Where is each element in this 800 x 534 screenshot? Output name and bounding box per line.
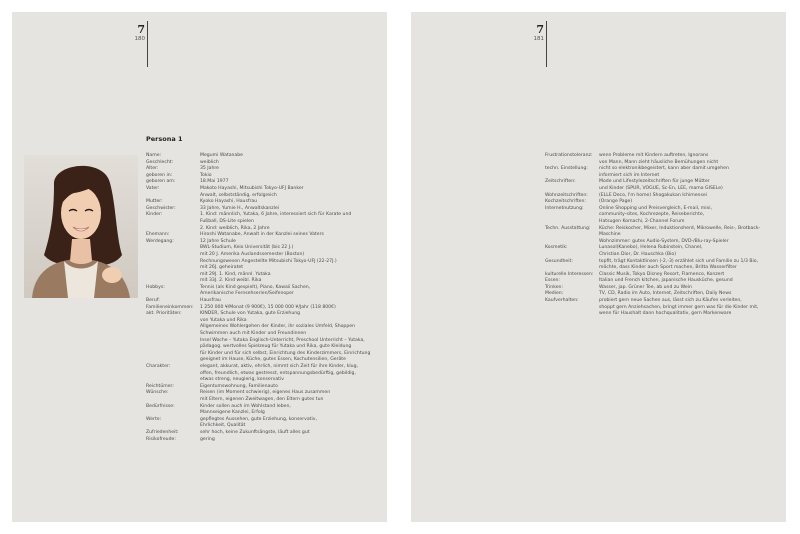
detail-value: (ELLE Deco, I'm home) Shogakukan Ichimensei xyxy=(599,192,707,198)
detail-row xyxy=(545,206,777,226)
detail-row xyxy=(545,179,777,192)
detail-row xyxy=(146,160,378,167)
detail-label: Zufriedenheit: xyxy=(146,429,179,435)
persona-details-continued xyxy=(545,153,777,318)
detail-value: nicht so elektronikbegeistert, kann aber damit umgehen informiert sich im Internet xyxy=(599,166,729,178)
detail-value: Eigentumswohnung, Familienauto xyxy=(200,383,278,389)
right-page xyxy=(411,12,786,522)
detail-label: Name: xyxy=(146,153,162,158)
detail-row xyxy=(146,404,378,417)
detail-label: Vater: xyxy=(146,185,160,191)
detail-value: 12 Jahre Schule BWL-Studium, Keio Universität (bis 22 J.) mit 20 J. Amerika Auslandssemester (Boston) Rechnungswesen Angestellte Mitsubishi Tokyo-UFJ (22-27J.) mit 26J. geheiratet mit 29J. 1. Kind, männl. Yutaka mit 33J. 2. Kind weibl. Rika xyxy=(200,238,337,284)
detail-label: Mutter: xyxy=(146,199,163,205)
detail-value: sehr hoch, keine Zukunftsängste, läuft alles gut xyxy=(200,429,310,435)
detail-value: elegant, akkurat, aktiv, ehrlich, nimmt sich Zeit für ihre Kinder, klug, offen, freundlich, etwas gestresst, entspannungsbedürftig, gebildig, etwas streng, neugierig, konservativ xyxy=(200,364,358,383)
detail-value: Kyoko Hayashi, Hausfrau xyxy=(200,199,258,205)
detail-label: Reichtümer: xyxy=(146,383,174,389)
detail-row xyxy=(146,166,378,173)
detail-value: gering xyxy=(200,436,215,442)
detail-label: Ehemann: xyxy=(146,232,170,238)
detail-label: Kosmetik: xyxy=(545,245,568,251)
detail-label: Geschlecht: xyxy=(146,159,174,165)
folio-divider xyxy=(147,21,148,67)
detail-value: Hausfrau xyxy=(200,298,221,304)
detail-value: TV, CD, Radio im Auto, Internet, Zeitschriften, Daily News xyxy=(599,291,732,297)
detail-row xyxy=(545,259,777,272)
detail-row xyxy=(146,173,378,180)
detail-value: Reisen (im Moment schwierig), eigenes Haus zusammen mit Eltern, eigenen Zweitwagen, den Eltern gutes tun xyxy=(200,390,331,402)
detail-row xyxy=(545,245,777,258)
detail-row xyxy=(146,298,378,305)
detail-value: Mode und Lifestylezeitschriften für junge Mütter und Kinder (SPUR, VOGUE, Sc-En, LEE, mama GISELe) xyxy=(599,179,723,191)
detail-label: Risikofreude: xyxy=(146,436,176,442)
left-page xyxy=(12,12,387,522)
detail-row xyxy=(545,278,777,285)
detail-value: 1 250 000 ¥/Monat (9 900€), 15 000 000 ¥/Jahr (118 800€) xyxy=(200,304,336,310)
detail-value: Lunasol(Kanebo), Helena Rubinstein, Chanel, Christian Dior, Dr. Hauschka (Bio) xyxy=(599,245,703,257)
persona-title: Persona 1 xyxy=(146,135,183,143)
detail-value: probiert gern neue Sachen aus, lässt sich zu Käufen verleiten, shoppt gern Anziehsachen, bringt immer gern was für die Kinder mit, wenn für Haushalt dann hochqualitativ, gern Markenware xyxy=(599,298,759,317)
left-folio xyxy=(129,24,145,43)
detail-row xyxy=(146,186,378,199)
detail-label: Hobbys: xyxy=(146,284,165,290)
detail-value: Online Shopping und Preisvergleich, E-mail, mixi, community-sites, Kochrezepte, Reiseberichte, Hatsugen Komachi, 2-Channel Forum xyxy=(599,205,713,224)
detail-row xyxy=(545,199,777,206)
detail-value: Makoto Hayashi, Mitsubishi Tokyo-UFJ Banker Anwalt, selbstständig, erfolgreich xyxy=(200,185,304,198)
detail-row xyxy=(146,437,378,444)
detail-label: geboren am: xyxy=(146,179,176,185)
detail-row xyxy=(545,166,777,179)
detail-row xyxy=(146,311,378,364)
detail-label: Bedürfnisse: xyxy=(146,403,175,409)
detail-label: Frustrationstoleranz: xyxy=(545,153,593,158)
detail-value: Classic Musik, Tokyo Disney Resort, Flamenco, Konzert xyxy=(599,271,725,277)
detail-value: KINDER, Schule von Yutaka, gute Erziehung von Yutaka und Rika Allgemeines Wohlergehen der Kinder, ihr soziales Umfeld, Shoppen Schwimmen auch mit Kinder und Freundinnen Insel Woche – Yutaka Englisch-Unterricht, Preschool Unterricht – Yutaka, pädagog. wertvolles Spielzeug für Yutaka und Rika, gute Kleidung für Kinder und für sich selbst, Einrichtung des Kinderzimmers, Einrichtung geeignet im Hause, Küche, gutes Essen, Kochutensilien, Geräte xyxy=(200,311,371,363)
chapter-number: 7 xyxy=(137,23,145,36)
folio-divider xyxy=(546,21,547,67)
detail-label: Trinken: xyxy=(545,284,563,290)
detail-value: gepflegtes Aussehen, gute Erziehung, konservativ, Ehrlichkeit, Qualität xyxy=(200,416,317,429)
detail-value: topfit, trägt Kontaktlinsen (-2,-3) erzählet sich und Familie zu 1/3 Bio, möchte, dass Kinder auch Sport machen, Britta Wasserfilter xyxy=(599,258,759,271)
detail-label: kulturelle Interessen: xyxy=(545,271,594,277)
detail-label: Essen: xyxy=(545,278,560,284)
detail-row xyxy=(146,390,378,403)
detail-label: geboren in: xyxy=(146,172,173,178)
detail-label: Charakter: xyxy=(146,364,171,369)
detail-value: Wasser, jap. Grüner Tee, ab und zu Wein xyxy=(599,284,692,290)
detail-value: Küche: Reiskocher, Mixer, Induktionsherd, Mikrowelle, Reis-, Brotback- Maschine Wohnzimmer: gutes Audio-System, DVD-/Blu-ray-Spieler xyxy=(599,225,761,244)
detail-label: Zeitschriften: xyxy=(545,179,576,185)
persona-photo xyxy=(24,155,138,298)
detail-value: Hiroshi Watanabe, Anwalt in der Kanzlei seines Vaters xyxy=(200,232,324,238)
detail-label: Beruf: xyxy=(146,298,160,304)
detail-row xyxy=(146,153,378,160)
detail-row xyxy=(146,179,378,186)
detail-label: Werdegang: xyxy=(146,238,174,244)
detail-value: Kinder sollen auch im Wohlstand leben, Mannseigene Kanzlei, Erfolg xyxy=(200,403,291,416)
detail-value: Tokio xyxy=(200,172,212,178)
detail-value: wenn Probleme mit Kindern auftreten, Ignorans von Mann, Mann zieht häusliche Bemühungen nicht xyxy=(599,153,719,165)
detail-label: techn. Einstellung: xyxy=(545,166,588,172)
detail-label: Kinder: xyxy=(146,212,163,218)
detail-value: 18.Mai 1977 xyxy=(200,179,229,185)
chapter-number: 7 xyxy=(536,23,544,36)
detail-label: Kaufverhalten: xyxy=(545,298,579,304)
detail-row xyxy=(146,239,378,285)
detail-value: 33 Jahre, Yumie H., Anwaltskanzlei xyxy=(200,205,280,211)
detail-label: Wünsche: xyxy=(146,390,169,396)
detail-value: weiblich xyxy=(200,159,219,165)
detail-label: Techn. Ausstattung: xyxy=(545,225,591,231)
detail-row xyxy=(146,212,378,232)
detail-row xyxy=(146,285,378,298)
detail-value: 1. Kind: männlich, Yutaka, 6 Jahre, interessiert sich für Karate und Fußball, DS-Lite spielen 2. Kind: weiblich, Rika, 2 Jahre xyxy=(200,212,352,231)
page-number: 181 xyxy=(533,36,544,42)
detail-row xyxy=(146,364,378,384)
detail-value: 35 Jahre xyxy=(200,166,220,172)
detail-label: Familieneinkommen: xyxy=(146,304,194,310)
detail-label: Alter: xyxy=(146,166,159,172)
detail-row xyxy=(545,226,777,246)
detail-label: Werte: xyxy=(146,416,162,422)
detail-label: Wohnzeitschriften: xyxy=(545,192,588,198)
detail-value: (Orange Page) xyxy=(599,199,633,205)
detail-label: Medien: xyxy=(545,291,564,297)
detail-row xyxy=(146,199,378,206)
detail-label: Kochzeitschriften: xyxy=(545,199,586,205)
detail-value: Tennis (als Kind gespielt), Piano, Kawaii Sachen, Amerikanische Fernsehserien/Seifenoper xyxy=(200,284,311,297)
detail-row xyxy=(545,153,777,166)
detail-row xyxy=(545,298,777,318)
detail-label: Gesundheit: xyxy=(545,258,573,264)
detail-value: Megumi Watanabe xyxy=(200,153,243,158)
detail-label: Internetnutzung: xyxy=(545,205,584,211)
detail-row xyxy=(146,430,378,437)
detail-row xyxy=(146,232,378,239)
detail-value: Italian und French kitchen, japanische Hausküche, gesund xyxy=(599,278,733,284)
persona-details xyxy=(146,153,378,443)
detail-label: Geschwister: xyxy=(146,205,176,211)
portrait-image xyxy=(24,155,138,298)
detail-label: akt. Prioritäten: xyxy=(146,311,182,317)
page-number: 180 xyxy=(134,36,145,42)
detail-row xyxy=(146,417,378,430)
right-folio xyxy=(528,24,544,43)
